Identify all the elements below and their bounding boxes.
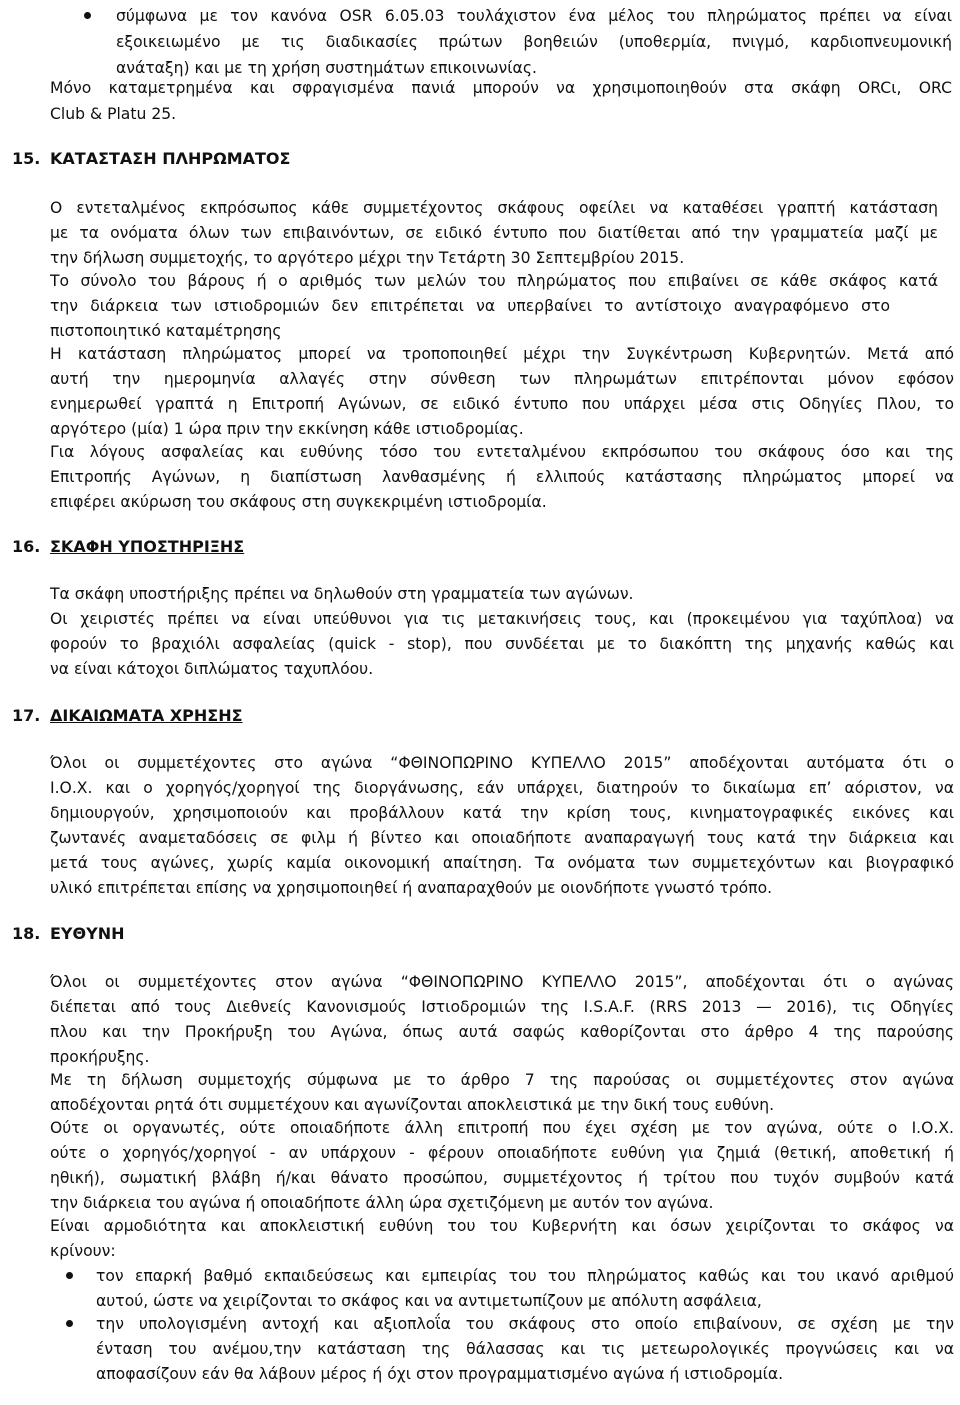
body-line: προκήρυξης. xyxy=(50,1048,150,1066)
body-line: Ούτε οι οργανωτές, ούτε οποιαδήποτε άλλη επιτροπή που έχει σχέση με τον αγώνα, ούτε ο Ι.Ο.Χ. xyxy=(50,1119,954,1137)
body-line: Όλοι οι συμμετέχοντες στο αγώνα “ΦΘΙΝΟΠΩΡΙΝΟ ΚΥΠΕΛΛΟ 2015” αποδέχονται αυτόματα ότι ο xyxy=(50,754,954,772)
bullet-line: ένταση του ανέμου,την κατάσταση της θάλασσας και τις μετεωρολογικές προγνώσεις και να xyxy=(96,1340,954,1358)
body-line: Ο εντεταλμένος εκπρόσωπος κάθε συμμετέχοντος σκάφους οφείλει να καταθέσει γραπτή κατάσταση xyxy=(50,199,938,217)
body-line: Είναι αρμοδιότητα και αποκλειστική ευθύνη του του Κυβερνήτη και όσων χειρίζονται το σκάφος να xyxy=(50,1217,954,1235)
body-line: κρίνουν: xyxy=(50,1242,116,1260)
body-line: πλου και την Προκήρυξη του Αγώνα, όπως αυτά σαφώς καθορίζονται στο άρθρο 4 της παρούσης xyxy=(50,1023,954,1041)
body-line: Ι.Ο.Χ. και ο χορηγός/χορηγοί της διοργάνωσης, εάν υπάρχει, διατηρούν το δικαίωμα επ’ αόριστον, να xyxy=(50,779,954,797)
body-line: την διάρκεια του αγώνα ή οποιαδήποτε άλλη ώρα σχετιζόμενη με αυτόν τον αγώνα. xyxy=(50,1194,714,1212)
bullet-line: την υπολογισμένη αντοχή και αξιοπλοΐα του σκάφους στο οποίο επιβαίνουν, σε σχέση με την xyxy=(96,1315,954,1333)
body-line: Οι χειριστές πρέπει να είναι υπεύθυνοι για τις μετακινήσεις τους, και (προκειμένου για ταχύπλοα) να xyxy=(50,610,954,628)
body-line: ζωντανές αναμεταδόσεις σε φιλμ ή βίντεο και οποιαδήποτε αναπαραγωγή τους κατά την διάρκεια και xyxy=(50,829,954,847)
body-line: υλικό επιτρέπεται επίσης να χρησιμοποιηθεί ή αναπαραχθούν με οιονδήποτε γνωστό τρόπο. xyxy=(50,879,773,897)
body-line: εξοικειωμένο με τις διαδικασίες πρώτων βοηθειών (υποθερμία, πνιγμό, καρδιοπνευμονική xyxy=(116,33,952,51)
body-line: με τα ονόματα όλων των επιβαινόντων, σε ειδικό έντυπο που διατίθεται από την γραμματεία μαζί με xyxy=(50,224,938,242)
body-line: Για λόγους ασφαλείας και ευθύνης τόσο του εντεταλμένου εκπρόσωπου του σκάφους όσο και της xyxy=(50,443,954,461)
section-title: ΚΑΤΑΣΤΑΣΗ ΠΛΗΡΩΜΑΤΟΣ xyxy=(50,149,291,168)
body-line: ούτε ο χορηγός/χορηγοί - αν υπάρχουν - φέρουν οποιαδήποτε ευθύνη για ζημιά (θετική, αποθετική ή xyxy=(50,1144,954,1162)
body-line: να είναι κάτοχοι διπλώματος ταχυπλόου. xyxy=(50,660,374,678)
body-line: Με τη δήλωση συμμετοχής σύμφωνα με το άρθρο 7 της παρούσας οι συμμετέχοντες στον αγώνα xyxy=(50,1071,954,1089)
body-line: διέπεται από τους Διεθνείς Κανονισμούς Ιστιοδρομιών της I.S.A.F. (RRS 2013 — 2016), τις Οδηγίες xyxy=(50,998,954,1016)
section-title: ΣΚΑΦΗ ΥΠΟΣΤΗΡΙΞΗΣ xyxy=(50,537,245,556)
bullet-marker xyxy=(66,1272,73,1279)
body-line: σύμφωνα με τον κανόνα OSR 6.05.03 τουλάχιστον ένα μέλος του πληρώματος πρέπει να είναι xyxy=(116,7,952,25)
body-line: την διάρκεια των ιστιοδρομιών δεν επιτρέπεται να υπερβαίνει το αντίστοιχο αναγραφόμενο στο xyxy=(50,297,890,315)
section-number: 17. xyxy=(12,706,41,725)
body-line: αργότερο (μία) 1 ώρα πριν την εκκίνηση κάθε ιστιοδρομίας. xyxy=(50,420,524,438)
body-line: αυτή την ημερομηνία αλλαγές στην σύνθεση των πληρωμάτων επιτρέπονται μόνον εφόσον xyxy=(50,370,954,388)
body-line: Επιτροπής Αγώνων, η διαπίστωση λανθασμένης ή ελλιπούς κατάστασης πληρώματος μπορεί να xyxy=(50,468,954,486)
body-line: Όλοι οι συμμετέχοντες στον αγώνα “ΦΘΙΝΟΠΩΡΙΝΟ ΚΥΠΕΛΛΟ 2015”, αποδέχονται ότι ο αγώνας xyxy=(50,973,954,991)
body-line: ενημερωθεί γραπτά η Επιτροπή Αγώνων, σε ειδικό έντυπο που υπάρχει μέσα στις Οδηγίες Πλου, το xyxy=(50,395,954,413)
bullet-marker xyxy=(84,12,91,19)
body-line: Μόνο καταμετρημένα και σφραγισμένα πανιά μπορούν να χρησιμοποιηθούν στα σκάφη ORCι, ORC xyxy=(50,79,952,97)
body-line: την δήλωση συμμετοχής, το αργότερο μέχρι την Τετάρτη 30 Σεπτεμβρίου 2015. xyxy=(50,249,685,267)
body-line: πιστοποιητικό καταμέτρησης xyxy=(50,322,282,340)
section-title: ΕΥΘΥΝΗ xyxy=(50,924,125,943)
body-line: φορούν το βραχιόλι ασφαλείας (quick - stop), που συνδέεται με το διακόπτη της μηχανής καθώς και xyxy=(50,635,954,653)
body-line: επιφέρει ακύρωση του σκάφους στη συγκεκριμένη ιστιοδρομία. xyxy=(50,493,547,511)
body-line: Τα σκάφη υποστήριξης πρέπει να δηλωθούν στη γραμματεία των αγώνων. xyxy=(50,585,634,603)
section-number: 15. xyxy=(12,149,41,168)
body-line: ηθική), σωματική βλάβη ή/και θάνατο προσώπου, συμμετέχοντος ή τρίτου που τυχόν συμβούν κατά xyxy=(50,1169,954,1187)
body-line: μετά τους αγώνες, χωρίς καμία οικονομική απαίτηση. Τα ονόματα των συμμετεχόντων και βιογραφικό xyxy=(50,854,954,872)
bullet-line: τον επαρκή βαθμό εκπαιδεύσεως και εμπειρίας του του πληρώματος καθώς και του ικανό αριθμού xyxy=(96,1267,954,1285)
section-number: 16. xyxy=(12,537,41,556)
body-line: Το σύνολο του βάρους ή ο αριθμός των μελών του πληρώματος που επιβαίνει σε κάθε σκάφος κατά xyxy=(50,272,938,290)
bullet-line: αποφασίζουν εάν θα λάβουν μέρος ή όχι στον προγραμματισμένο αγώνα ή ιστιοδρομία. xyxy=(96,1365,784,1383)
bullet-marker xyxy=(66,1320,73,1327)
section-title: ΔΙΚΑΙΩΜΑΤΑ ΧΡΗΣΗΣ xyxy=(50,706,243,725)
bullet-line: αυτού, ώστε να χειρίζονται το σκάφος και να αντιμετωπίζουν με απόλυτη ασφάλεια, xyxy=(96,1292,762,1310)
section-number: 18. xyxy=(12,924,41,943)
body-line: Club & Platu 25. xyxy=(50,105,177,123)
body-line: δημιουργούν, χρησιμοποιούν και προβάλλουν κατά την κρίση τους, κινηματογραφικές εικόνες και xyxy=(50,804,954,822)
body-line: Η κατάσταση πληρώματος μπορεί να τροποποιηθεί μέχρι την Συγκέντρωση Κυβερνητών. Μετά από xyxy=(50,345,954,363)
body-line: ανάταξη) και με τη χρήση συστημάτων επικοινωνίας. xyxy=(116,59,537,77)
body-line: αποδέχονται ρητά ότι συμμετέχουν και αγωνίζονται αποκλειστικά με την δική τους ευθύνη. xyxy=(50,1096,775,1114)
